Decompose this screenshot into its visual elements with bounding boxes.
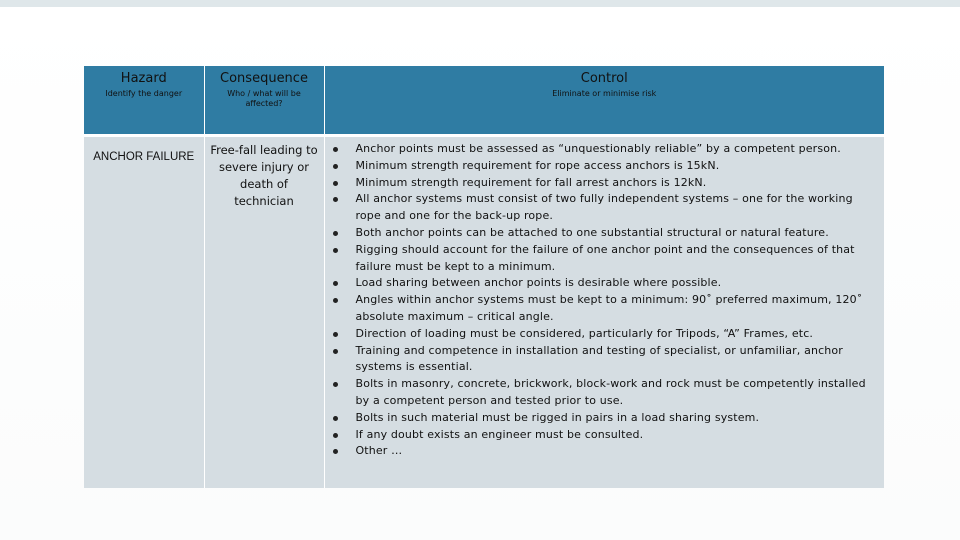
control-text: Bolts in such material must be rigged in pairs in a load sharing system. bbox=[355, 410, 760, 424]
list-item bbox=[325, 175, 885, 192]
list-item bbox=[325, 141, 885, 158]
header-consequence bbox=[204, 66, 324, 136]
header-hazard bbox=[84, 66, 204, 136]
control-text: All anchor systems must consist of two fully independent systems – one for the working rope and one for the back-up rope. bbox=[355, 192, 853, 223]
consequence-text: Free-fall leading to severe injury or death of technician bbox=[210, 143, 318, 208]
bullet-icon bbox=[333, 332, 338, 337]
bullet-icon bbox=[333, 147, 338, 152]
control-text: Direction of loading must be considered, particularly for Tripods, “A” Frames, etc. bbox=[355, 326, 814, 340]
bullet-icon bbox=[333, 449, 338, 454]
control-text: Minimum strength requirement for fall arrest anchors is 12kN. bbox=[355, 175, 707, 189]
list-item bbox=[325, 225, 885, 242]
control-text: Minimum strength requirement for rope access anchors is 15kN. bbox=[355, 158, 720, 172]
top-accent-bar bbox=[0, 0, 960, 7]
header-control-subtitle: Eliminate or minimise risk bbox=[552, 89, 657, 98]
control-text: Other … bbox=[355, 444, 403, 458]
bullet-icon bbox=[333, 231, 338, 236]
risk-assessment-table bbox=[84, 66, 884, 488]
list-item bbox=[325, 427, 885, 444]
control-text: Load sharing between anchor points is desirable where possible. bbox=[355, 276, 722, 290]
bullet-icon bbox=[333, 433, 338, 438]
table-header-row bbox=[84, 66, 884, 136]
control-text: If any doubt exists an engineer must be consulted. bbox=[355, 427, 644, 441]
bullet-icon bbox=[333, 298, 338, 303]
table-row bbox=[84, 136, 884, 489]
control-text: Training and competence in installation and testing of specialist, or unfamiliar, anchor systems is essential. bbox=[355, 343, 843, 374]
bullet-icon bbox=[333, 164, 338, 169]
header-control bbox=[324, 66, 884, 136]
bullet-icon bbox=[333, 197, 338, 202]
bullet-icon bbox=[333, 349, 338, 354]
control-list bbox=[325, 137, 885, 460]
header-consequence-title: Consequence bbox=[220, 71, 308, 86]
header-consequence-subtitle: Who / what will be affected? bbox=[227, 89, 301, 108]
control-text: Rigging should account for the failure of one anchor point and the consequences of that failure must be kept to a minimum. bbox=[355, 242, 855, 273]
bullet-icon bbox=[333, 248, 338, 253]
header-control-title: Control bbox=[580, 71, 628, 86]
control-text: Bolts in masonry, concrete, brickwork, block-work and rock must be competently installed by a competent person and tested prior to use. bbox=[355, 377, 866, 407]
bullet-icon bbox=[333, 181, 338, 186]
hazard-text: ANCHOR FAILURE bbox=[93, 151, 195, 163]
header-hazard-title: Hazard bbox=[120, 71, 167, 86]
list-item bbox=[325, 326, 885, 343]
list-item bbox=[325, 376, 885, 410]
list-item bbox=[325, 292, 885, 326]
bullet-icon bbox=[333, 416, 338, 421]
list-item bbox=[325, 191, 885, 225]
consequence-cell bbox=[204, 136, 324, 489]
control-cell bbox=[324, 136, 884, 489]
bullet-icon bbox=[333, 382, 338, 387]
header-hazard-subtitle: Identify the danger bbox=[105, 89, 183, 98]
control-text: Angles within anchor systems must be kept to a minimum: 90˚ preferred maximum, 120˚ absolute maximum – critical angle. bbox=[355, 293, 863, 323]
hazard-cell bbox=[84, 136, 204, 489]
list-item bbox=[325, 158, 885, 175]
list-item bbox=[325, 275, 885, 292]
list-item bbox=[325, 443, 885, 460]
control-text: Anchor points must be assessed as “unquestionably reliable” by a competent person. bbox=[355, 142, 841, 155]
list-item bbox=[325, 343, 885, 377]
list-item bbox=[325, 242, 885, 276]
control-text: Both anchor points can be attached to one substantial structural or natural feature. bbox=[355, 225, 829, 239]
bullet-icon bbox=[333, 281, 338, 286]
list-item bbox=[325, 410, 885, 427]
